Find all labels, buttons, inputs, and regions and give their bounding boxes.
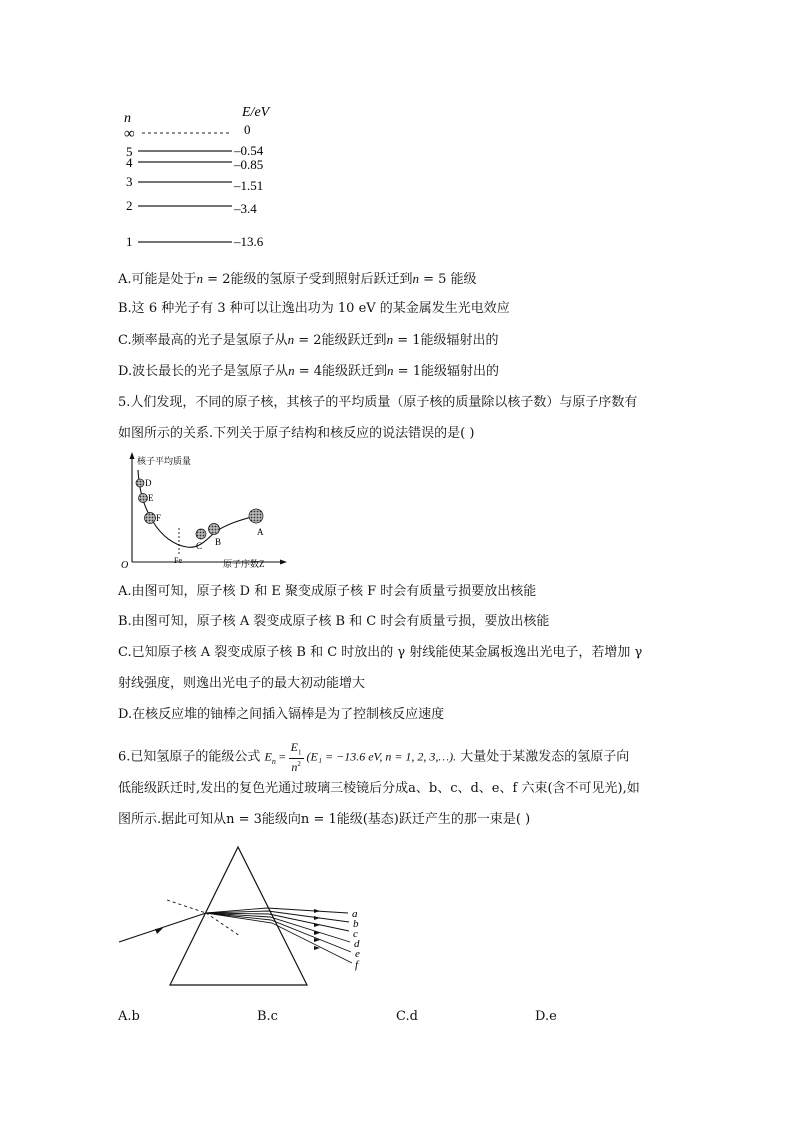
- q5-option-a: A.由图可知，原子核 D 和 E 聚变成原子核 F 时会有质量亏损要放出核能: [118, 584, 537, 599]
- formula-condition: (E₁ = −13.6 eV, n = 1, 2, 3,…).: [306, 749, 457, 764]
- point-e: [139, 494, 148, 503]
- q5-option-d: D.在核反应堆的铀棒之间插入镉棒是为了控制核反应速度: [118, 707, 445, 722]
- level-n-1: 1: [126, 234, 133, 249]
- formula-lhs-sub: n: [271, 756, 276, 766]
- point-a: [249, 509, 263, 523]
- level-e-5: –0.54: [234, 143, 264, 158]
- q5-option-c: C.已知原子核 A 裂变成原子核 B 和 C 时放出的 γ 射线能使某金属板逸出光电子，若增加 γ: [118, 645, 643, 660]
- x-axis-arrow: [280, 560, 287, 565]
- arrow-b: [314, 916, 320, 920]
- beam-e-label: e: [355, 948, 360, 960]
- q6-stem-line-1: [118, 740, 630, 775]
- q6-stem-text-a: 6.已知氢原子的能级公式: [118, 749, 261, 765]
- q6-option-a: A.b: [118, 1009, 140, 1024]
- formula-numerator: E: [290, 740, 299, 754]
- level-n-inf: ∞: [124, 126, 135, 142]
- q4-c-text-2: = 2能级跃迁到: [294, 333, 387, 348]
- q4-a-text-1: A.可能是处于: [118, 272, 197, 287]
- q4-d-var-2: n: [387, 363, 394, 378]
- point-a-label: A: [257, 527, 264, 537]
- y-axis-arrow: [130, 452, 135, 459]
- prism-svg: [115, 840, 375, 990]
- level-n-2: 2: [126, 198, 133, 213]
- q5-stem-line-1: 5.人们发现，不同的原子核，其核子的平均质量（原子核的质量除以核子数）与原子序数有: [118, 395, 638, 410]
- formula-numerator-sub: 1: [298, 748, 302, 757]
- q5-option-b: B.由图可知，原子核 A 裂变成原子核 B 和 C 时会有质量亏损，要放出核能: [118, 614, 550, 629]
- level-n-4: 4: [126, 155, 133, 170]
- refracted-beams: [206, 908, 352, 963]
- beam-arrows: [314, 909, 320, 950]
- point-c-label: C: [196, 541, 203, 551]
- energy-axis-label: E/eV: [242, 105, 270, 120]
- q5-stem-line-2: 如图所示的关系.下列关于原子结构和核反应的说法错误的是( ): [118, 426, 475, 441]
- level-n-3: 3: [126, 174, 133, 189]
- beam-a-label: a: [352, 908, 358, 920]
- q4-a-text-3: = 5 能级: [418, 272, 477, 287]
- q4-a-text-2: = 2能级的氢原子受到照射后跃迁到: [203, 272, 413, 287]
- q4-a-var-2: n: [412, 271, 419, 286]
- point-b: [209, 524, 220, 535]
- formula-fraction: [289, 742, 304, 773]
- beam-d-label: d: [354, 938, 360, 950]
- beam-f: [206, 913, 352, 963]
- q4-option-a: [118, 270, 477, 289]
- point-f: [145, 513, 156, 524]
- q4-d-text-2: = 4能级跃迁到: [294, 364, 388, 379]
- binding-mass-graph: [115, 450, 290, 570]
- prism-diagram: [115, 840, 375, 990]
- q6-stem-line-3: 图所示.据此可知从n = 3能级向n = 1能级(基态)跃迁产生的那一束是( ): [118, 812, 531, 827]
- q4-a-var-1: n: [196, 271, 204, 286]
- q6-option-d: D.e: [535, 1009, 557, 1024]
- point-c: [196, 529, 206, 539]
- fe-label: Fe: [174, 556, 182, 565]
- arrow-a: [314, 909, 320, 913]
- point-f-label: F: [156, 513, 162, 523]
- q6-stem-text-b: 大量处于某激发态的氢原子向: [460, 749, 630, 765]
- origin-label: O: [121, 560, 129, 570]
- level-n-5: 5: [126, 144, 133, 159]
- q5-option-c-cont: 射线强度，则逸出光电子的最大初动能增大: [118, 676, 366, 691]
- q4-c-text-3: = 1能级辐射出的: [393, 333, 499, 348]
- prism: [170, 847, 307, 985]
- incident-arrow: [155, 928, 163, 934]
- arrow-c: [314, 923, 320, 927]
- y-axis-label: 核子平均质量: [137, 456, 192, 466]
- formula-denominator-sup: 2: [297, 760, 301, 769]
- n-axis-label: n: [124, 111, 131, 126]
- beam-e: [206, 913, 351, 952]
- formula-lhs: E: [264, 749, 272, 764]
- level-e-3: –1.51: [234, 178, 264, 193]
- x-axis-label: 原子序数Z: [223, 559, 265, 569]
- q4-option-b: [118, 300, 510, 318]
- normal-dashed-upper: [167, 900, 206, 913]
- q4-option-c: [118, 331, 499, 350]
- point-d: [136, 479, 144, 487]
- q4-option-d: [118, 362, 499, 381]
- q6-option-c: C.d: [396, 1009, 418, 1024]
- binding-mass-svg: [115, 450, 290, 570]
- q6-stem-line-2: 低能级跃迁时,发出的复色光通过玻璃三棱镜后分成a、b、c、d、e、f 六束(含不可见光),如: [118, 781, 640, 796]
- formula-denominator: n: [291, 760, 298, 775]
- q4-d-text-1: D.波长最长的光子是氢原子从: [118, 364, 289, 379]
- q4-c-var-1: n: [287, 332, 295, 347]
- q4-d-text-3: = 1能级辐射出的: [393, 364, 499, 379]
- q4-c-text-1: C.频率最高的光子是氢原子从: [118, 333, 288, 348]
- energy-formula: $E_n$ = $\frac{E_1}{n^2}$ (E₁ = −13.6 eV, n = 1, 2, 3,…).: [264, 740, 457, 775]
- q4-b-text: B.这 6 种光子有 3 种可以让逸出功为 10 eV 的某金属发生光电效应: [118, 301, 510, 316]
- beam-b-label: b: [353, 918, 359, 930]
- level-e-2: –3.4: [234, 201, 257, 216]
- beam-f-label: f: [355, 959, 359, 971]
- beam-c-label: c: [353, 928, 358, 940]
- q4-d-var-1: n: [288, 363, 295, 378]
- point-e-label: E: [148, 493, 154, 503]
- level-e-1: –13.6: [234, 234, 264, 249]
- level-e-4: –0.85: [234, 157, 264, 172]
- point-b-label: B: [215, 537, 222, 547]
- energy-level-diagram: [110, 100, 290, 260]
- point-d-label: D: [145, 478, 152, 488]
- level-e-inf: 0: [244, 122, 251, 137]
- q4-c-var-2: n: [386, 332, 394, 347]
- energy-level-svg: [110, 100, 290, 260]
- q6-option-b: B.c: [257, 1009, 278, 1024]
